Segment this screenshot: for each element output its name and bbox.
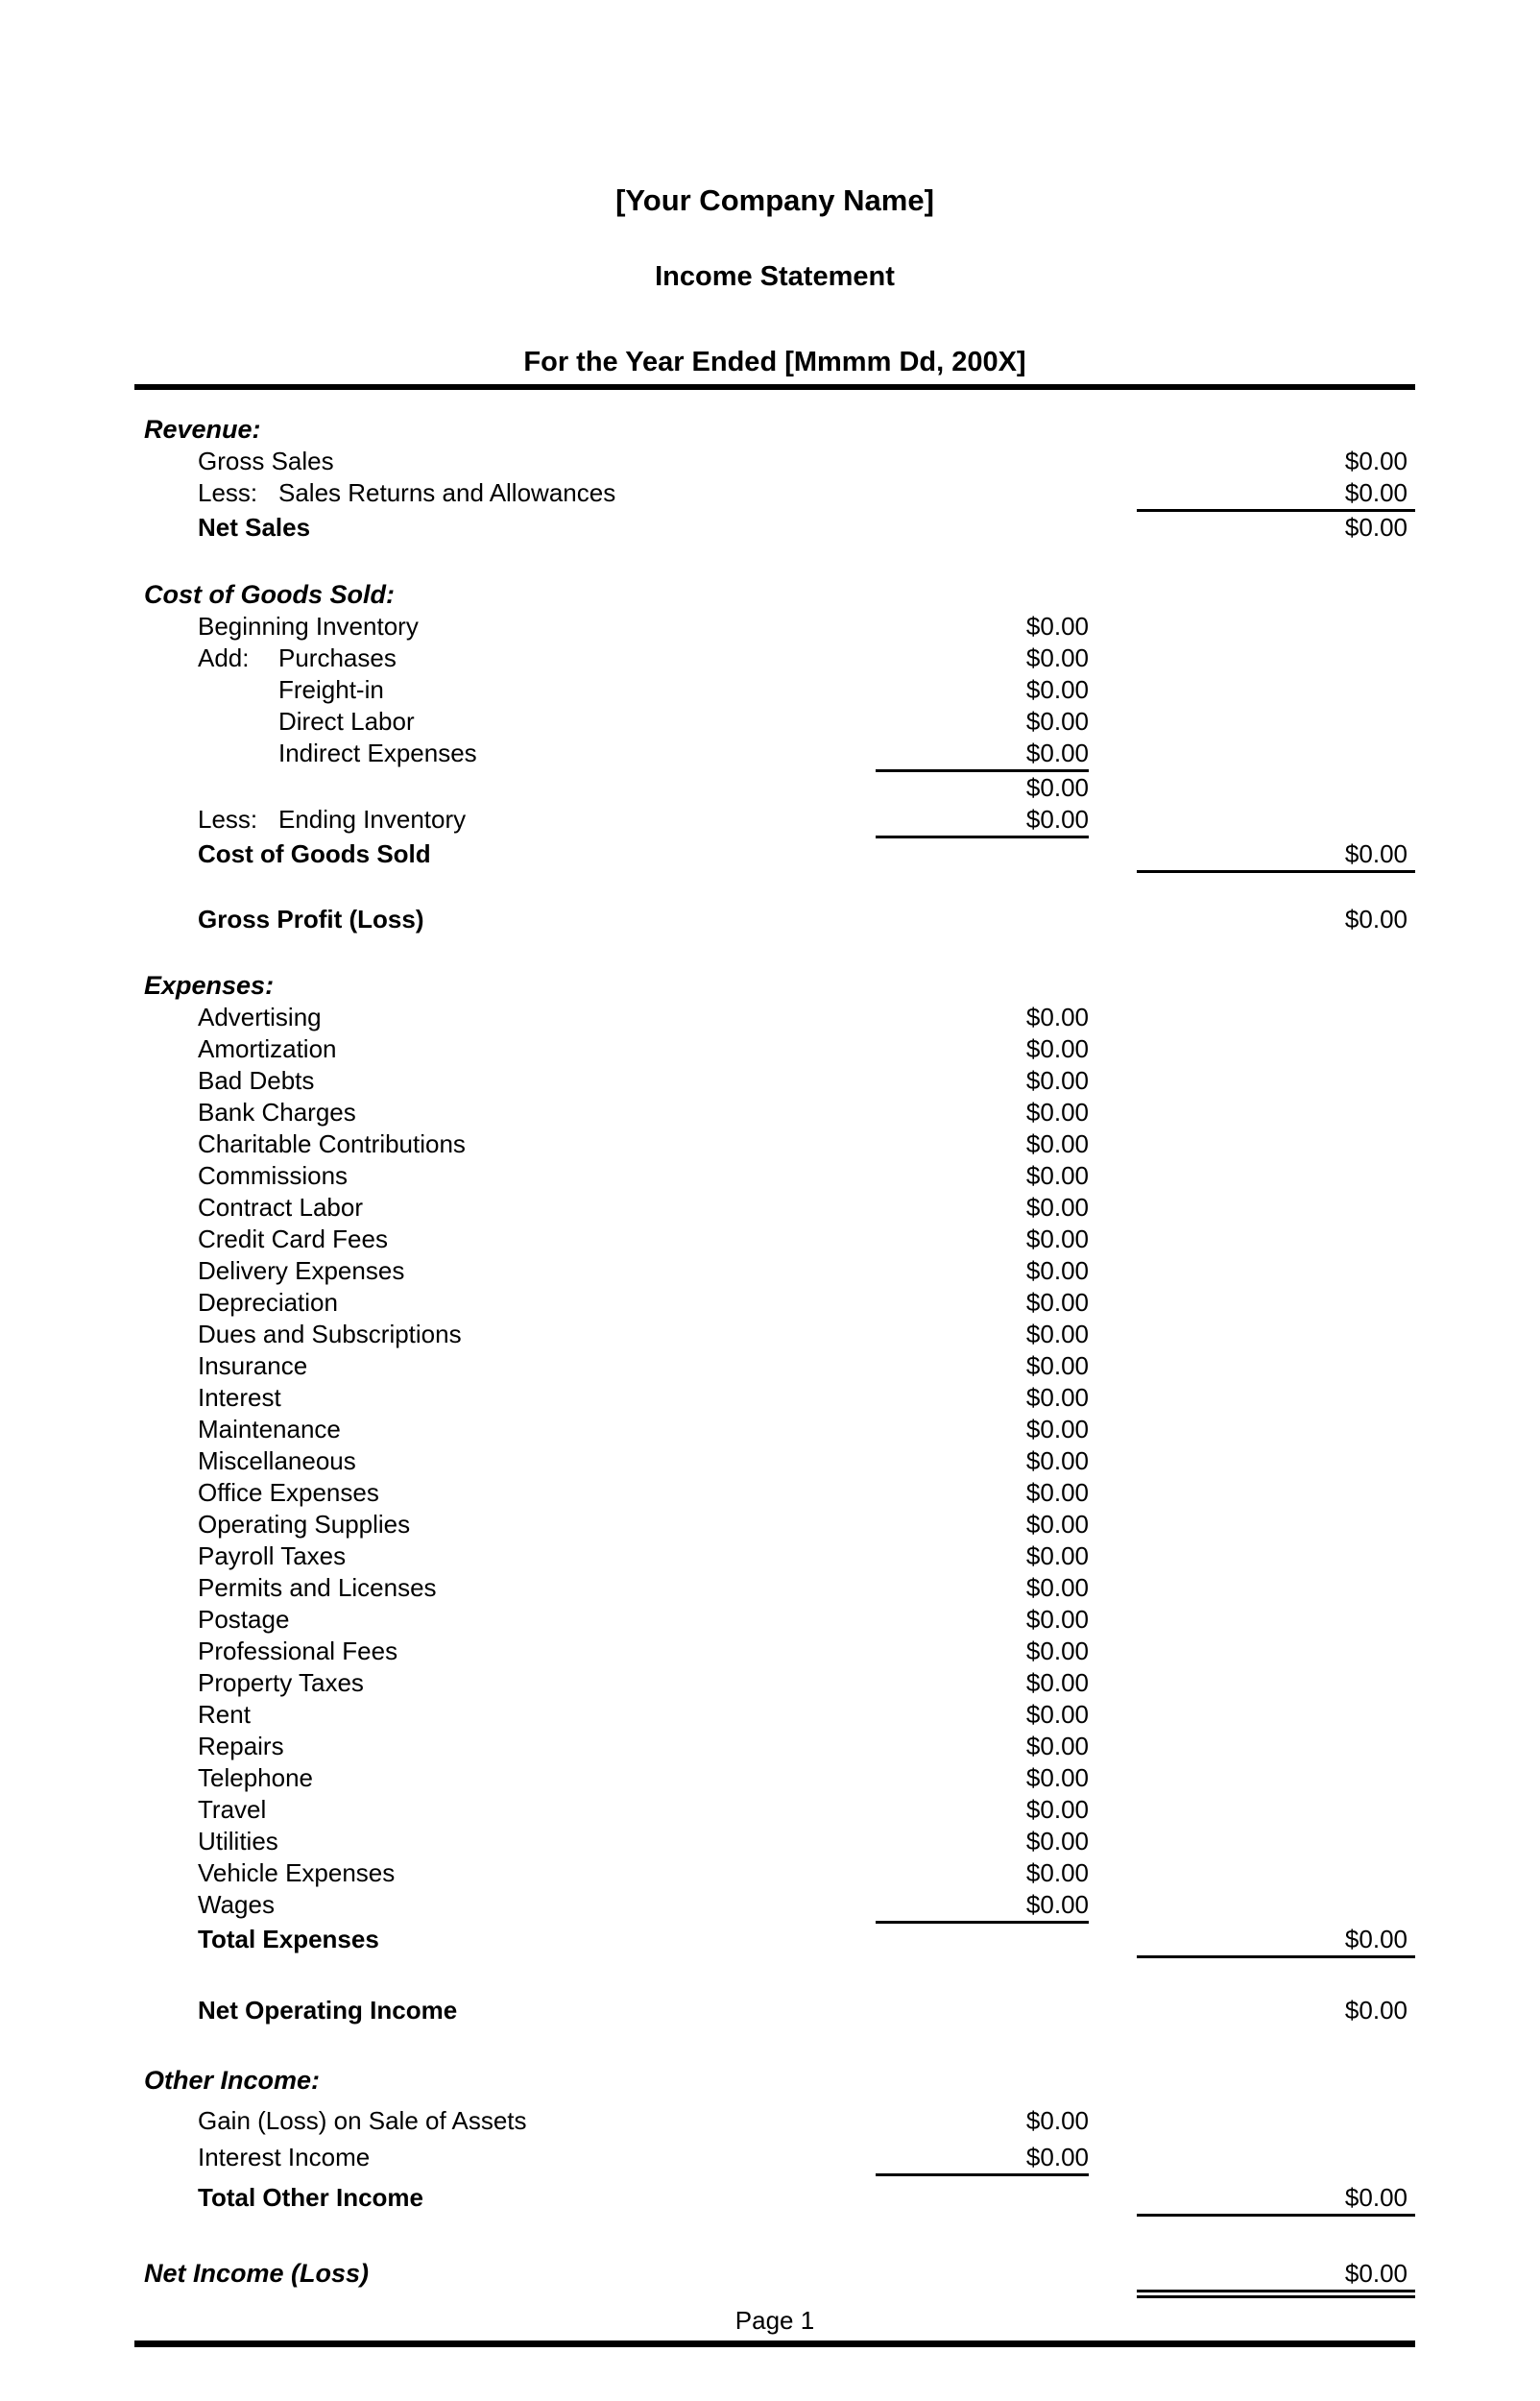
row-label: Payroll Taxes <box>198 1541 347 1570</box>
outer-amount <box>1137 1445 1415 1477</box>
row-label: Interest <box>198 1383 281 1412</box>
outer-amount <box>1137 1540 1415 1572</box>
row-ending-inventory <box>134 804 1415 838</box>
row-label: Property Taxes <box>198 1668 364 1697</box>
row-expense-item <box>134 1477 1415 1509</box>
row-label: Delivery Expenses <box>198 1256 405 1285</box>
outer-amount-underlined: $0.00 <box>1137 2182 1415 2217</box>
row-expense-item <box>134 1540 1415 1572</box>
outer-amount <box>1137 1636 1415 1667</box>
inner-amount: $0.00 <box>1025 1129 1089 1158</box>
row-gross-sales <box>134 446 1415 477</box>
row-net-income <box>134 2258 1415 2298</box>
row-expense-item <box>134 1826 1415 1857</box>
row-label: Travel <box>198 1795 267 1824</box>
row-label: Operating Supplies <box>198 1510 411 1539</box>
row-label: Charitable Contributions <box>198 1129 466 1158</box>
row-label: Utilities <box>198 1827 278 1855</box>
inner-amount: $0.00 <box>1025 1193 1089 1222</box>
inner-amount: $0.00 <box>1025 1478 1089 1507</box>
outer-amount: $0.00 <box>1344 905 1408 934</box>
inner-amount: $0.00 <box>1025 1763 1089 1792</box>
outer-amount <box>1137 1826 1415 1857</box>
row-label: Bad Debts <box>198 1066 315 1095</box>
row-interest-income <box>134 2142 1415 2176</box>
outer-amount <box>1137 1382 1415 1414</box>
inner-amount: $0.00 <box>1025 1668 1089 1697</box>
section-heading-cogs: Cost of Goods Sold: <box>144 580 395 609</box>
total-row-label: Total Other Income <box>198 2183 423 2212</box>
inner-amount: $0.00 <box>1025 1795 1089 1824</box>
outer-amount: $0.00 <box>1344 1996 1408 2025</box>
inner-amount <box>876 512 1089 544</box>
outer-amount <box>1137 643 1415 674</box>
row-sales-returns <box>134 477 1415 512</box>
inner-amount: $0.00 <box>1025 612 1089 641</box>
outer-amount-underlined: $0.00 <box>1137 1924 1415 1958</box>
outer-amount <box>1137 1731 1415 1762</box>
inner-amount: $0.00 <box>1025 1605 1089 1634</box>
row-label: Insurance <box>198 1351 308 1380</box>
row-prefix: Less: <box>198 478 258 507</box>
outer-amount-double-underlined: $0.00 <box>1137 2258 1415 2298</box>
row-label: Telephone <box>198 1763 313 1792</box>
header-rule <box>134 384 1415 390</box>
row-cogs-subtotal <box>134 772 1415 804</box>
inner-amount <box>876 2258 1089 2298</box>
inner-amount-underlined: $0.00 <box>876 2142 1089 2176</box>
inner-amount: $0.00 <box>1025 1320 1089 1348</box>
row-prefix: Add: <box>198 643 250 672</box>
outer-amount: $0.00 <box>1344 447 1408 475</box>
row-label: Dues and Subscriptions <box>198 1320 462 1348</box>
total-row-label: Total Expenses <box>198 1925 379 1953</box>
outer-amount <box>1137 804 1415 838</box>
outer-amount <box>1137 772 1415 804</box>
row-expense-item <box>134 1287 1415 1319</box>
inner-amount: $0.00 <box>1025 1161 1089 1190</box>
inner-amount: $0.00 <box>1025 1098 1089 1127</box>
row-label: Commissions <box>198 1161 349 1190</box>
row-expense-item <box>134 1255 1415 1287</box>
section-heading-other-income: Other Income: <box>144 2066 321 2095</box>
row-label: Direct Labor <box>278 707 415 736</box>
row-expense-item <box>134 1604 1415 1636</box>
row-label: Contract Labor <box>198 1193 363 1222</box>
row-expense-item <box>134 1065 1415 1097</box>
row-label-text: Ending Inventory <box>278 805 467 834</box>
inner-amount: $0.00 <box>1025 1351 1089 1380</box>
net-income-label: Net Income (Loss) <box>144 2259 370 2288</box>
inner-amount <box>876 838 1089 873</box>
outer-amount <box>1137 1857 1415 1889</box>
row-expense-item <box>134 1128 1415 1160</box>
row-prefix: Less: <box>198 805 258 834</box>
outer-amount <box>1137 1667 1415 1699</box>
document-title: Income Statement <box>655 261 895 292</box>
outer-amount <box>1137 1794 1415 1826</box>
page-number: Page 1 <box>734 2306 815 2335</box>
outer-amount-underlined: $0.00 <box>1137 838 1415 873</box>
outer-amount <box>1137 1762 1415 1794</box>
inner-amount: $0.00 <box>1025 675 1089 704</box>
row-label: Gross Sales <box>198 447 334 475</box>
outer-amount <box>1137 1002 1415 1033</box>
row-label: Rent <box>198 1700 251 1729</box>
row-expense-item <box>134 1762 1415 1794</box>
row-expense-item <box>134 1636 1415 1667</box>
row-expense-item <box>134 1097 1415 1128</box>
row-total-other-income <box>134 2182 1415 2217</box>
total-row-label: Gross Profit (Loss) <box>198 905 424 934</box>
row-label: Amortization <box>198 1034 337 1063</box>
row-label <box>134 804 876 838</box>
outer-amount <box>1137 1224 1415 1255</box>
outer-amount <box>1137 1097 1415 1128</box>
row-expense-item <box>134 1382 1415 1414</box>
inner-amount: $0.00 <box>1025 1541 1089 1570</box>
total-row-label: Cost of Goods Sold <box>198 839 431 868</box>
row-label: Office Expenses <box>198 1478 379 1507</box>
row-expense-item <box>134 1509 1415 1540</box>
outer-amount <box>1137 1033 1415 1065</box>
row-label: Depreciation <box>198 1288 338 1317</box>
inner-amount: $0.00 <box>1025 1383 1089 1412</box>
inner-amount: $0.00 <box>1025 1225 1089 1253</box>
total-row-label: Net Sales <box>198 513 311 542</box>
outer-amount <box>1137 1509 1415 1540</box>
row-expense-item <box>134 1192 1415 1224</box>
inner-amount: $0.00 <box>1025 1288 1089 1317</box>
outer-amount <box>1137 1160 1415 1192</box>
row-label: Credit Card Fees <box>198 1225 388 1253</box>
row-direct-labor <box>134 706 1415 738</box>
total-row-label: Net Operating Income <box>198 1996 458 2025</box>
outer-amount <box>1137 1604 1415 1636</box>
outer-amount <box>1137 611 1415 643</box>
inner-amount <box>876 2182 1089 2217</box>
inner-amount: $0.00 <box>1025 1637 1089 1665</box>
company-name: [Your Company Name] <box>615 183 934 217</box>
inner-amount <box>876 1995 1089 2026</box>
row-expense-item <box>134 1350 1415 1382</box>
row-label: Interest Income <box>198 2143 371 2171</box>
inner-amount: $0.00 <box>1025 1573 1089 1602</box>
outer-amount <box>1137 1889 1415 1924</box>
inner-amount: $0.00 <box>1025 1256 1089 1285</box>
outer-amount <box>1137 1699 1415 1731</box>
outer-amount <box>1137 1255 1415 1287</box>
row-expense-item <box>134 1572 1415 1604</box>
row-label-text: Sales Returns and Allowances <box>278 478 616 507</box>
inner-amount: $0.00 <box>1025 1700 1089 1729</box>
inner-amount: $0.00 <box>1025 1732 1089 1760</box>
outer-amount <box>1137 1319 1415 1350</box>
outer-amount <box>1137 1192 1415 1224</box>
row-expense-item <box>134 1002 1415 1033</box>
section-heading-revenue: Revenue: <box>144 415 261 444</box>
row-label <box>134 477 876 512</box>
row-label: Vehicle Expenses <box>198 1858 396 1887</box>
row-label: Advertising <box>198 1003 322 1031</box>
row-total-expenses <box>134 1924 1415 1958</box>
row-label: Professional Fees <box>198 1637 398 1665</box>
row-label-text: Purchases <box>278 643 397 672</box>
inner-amount <box>876 446 1089 477</box>
outer-amount <box>1137 706 1415 738</box>
inner-amount: $0.00 <box>1025 1034 1089 1063</box>
outer-amount-underlined: $0.00 <box>1137 477 1415 512</box>
outer-amount <box>1137 1065 1415 1097</box>
row-indirect-expenses <box>134 738 1415 772</box>
period-line: For the Year Ended [Mmmm Dd, 200X] <box>523 347 1026 377</box>
outer-amount: $0.00 <box>1344 513 1408 542</box>
row-beginning-inventory <box>134 611 1415 643</box>
row-label: Miscellaneous <box>198 1446 356 1475</box>
row-expense-item <box>134 1731 1415 1762</box>
row-label: Gain (Loss) on Sale of Assets <box>198 2106 527 2135</box>
outer-amount <box>1137 1572 1415 1604</box>
footer-rule <box>134 2340 1415 2347</box>
row-expense-item <box>134 1667 1415 1699</box>
row-label <box>134 772 876 804</box>
row-label: Freight-in <box>278 675 384 704</box>
inner-amount: $0.00 <box>1025 1003 1089 1031</box>
outer-amount <box>1137 1128 1415 1160</box>
row-label: Wages <box>198 1890 275 1919</box>
row-label: Bank Charges <box>198 1098 356 1127</box>
row-expense-item <box>134 1319 1415 1350</box>
outer-amount <box>1137 1414 1415 1445</box>
row-label: Indirect Expenses <box>278 739 477 767</box>
row-expense-item <box>134 1794 1415 1826</box>
row-net-sales <box>134 512 1415 544</box>
row-expense-item <box>134 1160 1415 1192</box>
inner-amount-underlined: $0.00 <box>876 804 1089 838</box>
income-statement-document <box>134 0 1415 2347</box>
row-expense-item <box>134 1699 1415 1731</box>
row-expense-item-wages <box>134 1889 1415 1924</box>
inner-amount: $0.00 <box>1025 1827 1089 1855</box>
outer-amount <box>1137 1477 1415 1509</box>
inner-amount: $0.00 <box>1025 2106 1089 2135</box>
row-net-operating-income <box>134 1995 1415 2026</box>
outer-amount <box>1137 2105 1415 2137</box>
outer-amount <box>1137 1350 1415 1382</box>
row-label: Maintenance <box>198 1415 341 1443</box>
row-purchases <box>134 643 1415 674</box>
inner-amount: $0.00 <box>1025 1858 1089 1887</box>
outer-amount <box>1137 738 1415 772</box>
outer-amount <box>1137 2142 1415 2176</box>
row-label: Permits and Licenses <box>198 1573 437 1602</box>
row-gain-loss-sale-assets <box>134 2105 1415 2137</box>
inner-amount: $0.00 <box>1025 1510 1089 1539</box>
row-freight-in <box>134 674 1415 706</box>
row-label: Postage <box>198 1605 290 1634</box>
inner-amount <box>876 1924 1089 1958</box>
row-expense-item <box>134 1857 1415 1889</box>
inner-amount: $0.00 <box>1025 773 1089 802</box>
outer-amount <box>1137 1287 1415 1319</box>
row-label: Repairs <box>198 1732 284 1760</box>
row-expense-item <box>134 1445 1415 1477</box>
row-cogs-total <box>134 838 1415 873</box>
outer-amount <box>1137 674 1415 706</box>
inner-amount-underlined: $0.00 <box>876 1889 1089 1924</box>
row-gross-profit <box>134 904 1415 935</box>
row-label: Beginning Inventory <box>198 612 419 641</box>
section-heading-expenses: Expenses: <box>144 971 275 1000</box>
inner-amount: $0.00 <box>1025 1415 1089 1443</box>
row-expense-item <box>134 1414 1415 1445</box>
inner-amount: $0.00 <box>1025 1446 1089 1475</box>
inner-amount <box>876 904 1089 935</box>
inner-amount <box>876 477 1089 512</box>
inner-amount: $0.00 <box>1025 707 1089 736</box>
row-expense-item <box>134 1224 1415 1255</box>
inner-amount-underlined: $0.00 <box>876 738 1089 772</box>
row-expense-item <box>134 1033 1415 1065</box>
row-label <box>134 643 876 674</box>
inner-amount: $0.00 <box>1025 643 1089 672</box>
inner-amount: $0.00 <box>1025 1066 1089 1095</box>
